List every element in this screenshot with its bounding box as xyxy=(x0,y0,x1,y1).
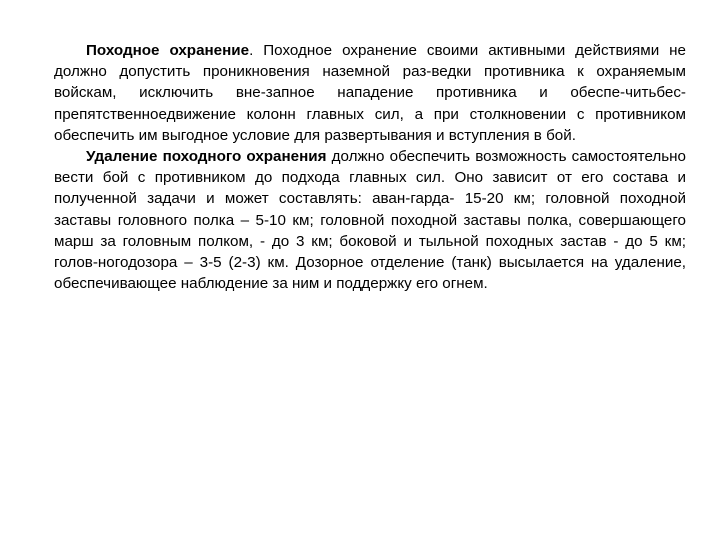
paragraph-1-body: . Походное охранение своими активными действиями не должно допустить проникновения наземной раз-ведки противника к охраняемым войскам, исключить вне-запное нападение противника и обеспе-читьбес-препятственноедвижение колонн главных сил, а при столкновении с противником обеспечить им выгодное условие для развертывания и вступления в бой. xyxy=(54,42,686,144)
paragraph-1 xyxy=(54,40,686,146)
paragraph-2-heading: Удаление походного охранения xyxy=(86,148,327,166)
paragraph-2-body: должно обеспечить возможность самостоятельно вести бой с противником до подхода главных сил. Оно зависит от его состава и полученной задачи и может составлять: аван-гарда- 15-20 км; головной походной заставы головного полка – 5-10 км; головной походной заставы полка, совершающего марш за головным полком, - до 3 км; боковой и тыльной походных застав - до 5 км; голов-ногодозора – 3-5 (2-3) км. Дозорное отделение (танк) высылается на удаление, обеспечивающее наблюдение за ним и поддержку его огнем. xyxy=(54,148,686,293)
text-block xyxy=(54,40,686,294)
paragraph-2 xyxy=(54,146,686,294)
paragraph-1-heading: Походное охранение xyxy=(86,42,250,59)
